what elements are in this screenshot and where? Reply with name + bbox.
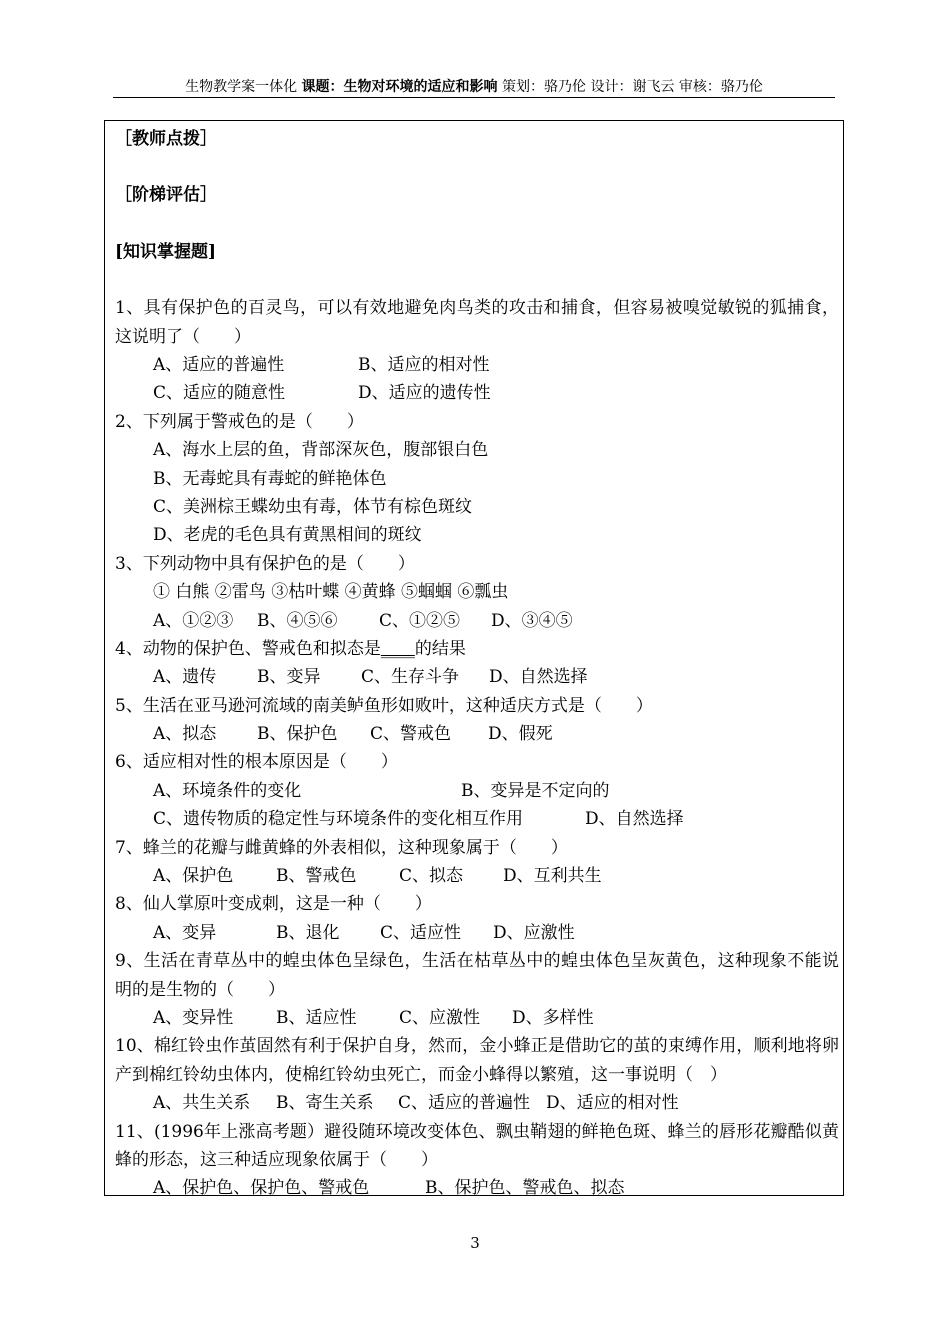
- option-c: C、拟态: [399, 866, 464, 887]
- option-b: B、适应的相对性: [358, 354, 490, 375]
- question-stem: 3、下列动物中具有保护色的是（ ）: [115, 553, 415, 574]
- option-d: D、③④⑤: [491, 610, 573, 631]
- option-a: A、适应的普遍性: [153, 354, 285, 375]
- question-8: [115, 890, 839, 947]
- options-row: [115, 379, 839, 407]
- option-b: B、无毒蛇具有毒蛇的鲜艳体色: [153, 468, 387, 489]
- option-a: A、共生关系: [153, 1093, 251, 1114]
- question-11: [115, 1118, 839, 1203]
- option-c: C、美洲棕王蝶幼虫有毒，体节有棕色斑纹: [153, 496, 473, 517]
- option-d: D、假死: [488, 724, 553, 745]
- question-9: [115, 947, 839, 1032]
- option-a: A、变异性: [153, 1008, 234, 1028]
- option-a: A、保护色、保护色、警戒色: [153, 1178, 370, 1199]
- option-c: C、遗传物质的稳定性与环境条件的变化相互作用: [153, 809, 524, 830]
- option-b: B、警戒色: [276, 866, 357, 887]
- stem-text: 4、动物的保护色、警戒色和拟态是: [115, 638, 381, 659]
- option-d: D、老虎的毛色具有黄黑相间的斑纹: [153, 525, 422, 546]
- options-row: [115, 351, 839, 379]
- option-b: B、退化: [276, 922, 340, 943]
- question-stem: 11、(1996年上涨高考题）避役随环境改变体色、飘虫鞘翅的鲜艳色斑、蜂兰的唇形花瓣酷似黄蜂的形态，这三种适应现象依属于（ ）: [115, 1121, 839, 1170]
- option-a: A、①②③: [153, 610, 234, 631]
- header-title: 课题：生物对环境的适应和影响: [301, 79, 498, 95]
- option-c: C、适应性: [380, 922, 462, 943]
- option-a: A、环境条件的变化: [153, 780, 302, 801]
- option-a: A、海水上层的鱼，背部深灰色，腹部银白色: [153, 440, 489, 461]
- question-stem: 10、棉红铃虫作茧固然有利于保护自身，然而，金小蜂正是借助它的茧的束缚作用，顺利地将卵产到棉红铃幼虫体内，使棉红铃幼虫死亡，而金小蜂得以繁殖，这一事说明（ ）: [115, 1036, 839, 1085]
- options-row: [115, 1174, 839, 1202]
- option-a: A、拟态: [153, 724, 217, 745]
- option-d: D、互利共生: [503, 866, 602, 887]
- option-d: D、多样性: [512, 1008, 594, 1028]
- option-a: A、变异: [153, 922, 217, 943]
- options-row: [115, 919, 839, 947]
- option-a: A、遗传: [153, 667, 217, 688]
- question-1: [115, 294, 839, 408]
- question-2: [115, 408, 839, 550]
- option-c: C、适应的随意性: [153, 383, 286, 404]
- options-row: [115, 862, 839, 890]
- question-10: [115, 1032, 839, 1117]
- options-row: [115, 1004, 839, 1032]
- question-stem: 1、具有保护色的百灵鸟，可以有效地避免肉鸟类的攻击和捕食，但容易被嗅觉敏锐的狐捕食，这说明了（ ）: [115, 298, 839, 347]
- option-b: B、变异是不定向的: [461, 780, 610, 801]
- option-c: C、适应的普遍性: [398, 1093, 531, 1114]
- question-stem: 6、适应相对性的根本原因是（ ）: [115, 752, 398, 773]
- options-row: [115, 720, 839, 748]
- option-c: C、警戒色: [370, 724, 452, 745]
- question-stem: 5、生活在亚马逊河流域的南美鲈鱼形如败叶，这种适庆方式是（ ）: [115, 695, 653, 716]
- header-course: 生物教学案一体化: [185, 79, 298, 95]
- section-teacher-tips: ［教师点拨］: [115, 129, 217, 149]
- option-b: B、适应性: [276, 1008, 357, 1028]
- section-ladder-assessment: ［阶梯评估］: [115, 185, 217, 206]
- option-d: D、自然选择: [489, 667, 588, 688]
- option-c: C、①②⑤: [379, 610, 461, 631]
- options-row: [115, 777, 839, 805]
- options-row: [115, 663, 839, 691]
- options-row: [115, 1089, 839, 1117]
- option-c: C、应激性: [399, 1008, 481, 1028]
- question-stem: 2、下列属于警戒色的是（ ）: [115, 411, 364, 432]
- page-number: 3: [470, 1234, 480, 1252]
- question-3: [115, 550, 839, 635]
- worksheet-content: [115, 125, 839, 1203]
- animal-list: ① 白熊 ②雷鸟 ③枯叶蝶 ④黄蜂 ⑤蝈蝈 ⑥瓢虫: [153, 582, 509, 603]
- question-stem: 7、蜂兰的花瓣与雌黄蜂的外表相似，这种现象属于（ ）: [115, 837, 568, 858]
- option-b: B、④⑤⑥: [257, 610, 338, 631]
- question-7: [115, 834, 839, 891]
- answer-blank: ____: [380, 638, 415, 659]
- page-header: [113, 77, 835, 98]
- option-c: C、生存斗争: [361, 667, 460, 688]
- option-b: B、寄生关系: [276, 1093, 374, 1114]
- option-d: D、适应的相对性: [546, 1093, 679, 1114]
- stem-text: 的结果: [414, 638, 466, 659]
- question-6: [115, 748, 839, 833]
- question-stem: [115, 635, 839, 663]
- options-row: [115, 805, 839, 833]
- question-4: [115, 635, 839, 692]
- header-credits: 策划：骆乃伦 设计：谢飞云 审核：骆乃伦: [502, 79, 763, 95]
- option-d: D、自然选择: [585, 809, 684, 830]
- option-d: D、适应的遗传性: [358, 383, 491, 404]
- option-b: B、保护色: [257, 724, 338, 745]
- option-d: D、应激性: [493, 922, 575, 943]
- option-b: B、保护色、警戒色、拟态: [425, 1178, 625, 1199]
- section-knowledge: [知识掌握题]: [115, 241, 217, 262]
- options-row: [115, 607, 839, 635]
- question-5: [115, 692, 839, 749]
- question-stem: 9、生活在青草丛中的蝗虫体色呈绿色，生活在枯草丛中的蝗虫体色呈灰黄色，这种现象不能说明的是生物的（ ）: [115, 951, 839, 1000]
- option-a: A、保护色: [153, 866, 234, 887]
- question-stem: 8、仙人掌原叶变成刺，这是一种（ ）: [115, 894, 432, 915]
- option-b: B、变异: [257, 667, 321, 688]
